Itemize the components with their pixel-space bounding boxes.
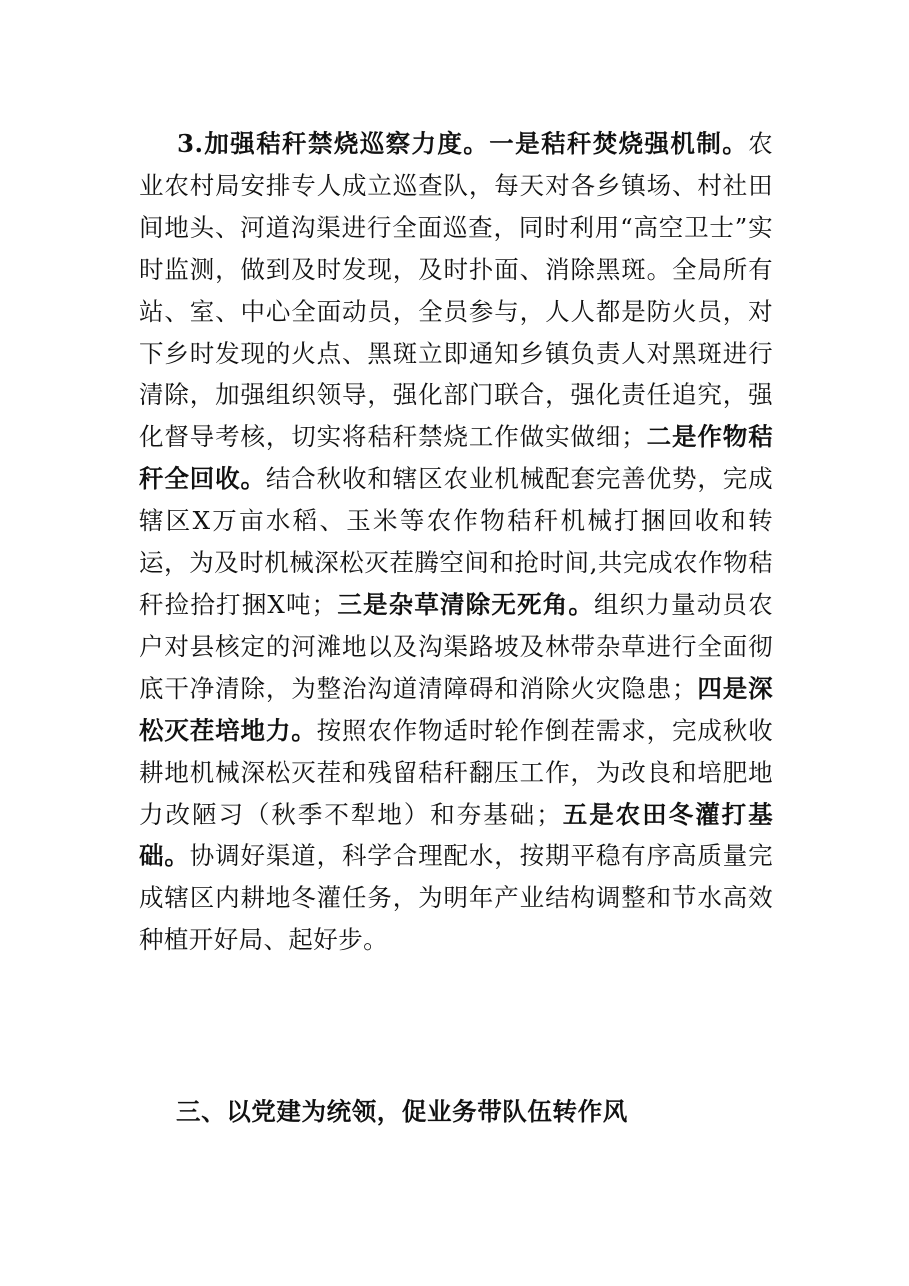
section-heading: 三、以党建为统领，促业务带队伍转作风 [176, 1097, 628, 1126]
item-lead-3: 三是杂草清除无死角。 [336, 589, 595, 619]
item-text-4: 按照农作物适时轮作倒茬需求，完成秋收耕地机械深松灭茬和残留秸秆翻压工作，为改良和培肥地力改陋习（秋季不犁地）和夯基础； [139, 715, 773, 829]
item-text-2: 结合秋收和辖区农业机械配套完善优势，完成辖区X万亩水稻、玉米等农作物秸秆机械打捆回收和转运，为及时机械深松灭茬腾空间和抢时间,共完成农作物秸秆捡拾打捆X吨； [139, 464, 774, 619]
body-paragraph [139, 123, 773, 961]
item-text-1: 农业农村局安排专人成立巡查队，每天对各乡镇场、村社田间地头、河道沟渠进行全面巡查，同时利用“高空卫士”实时监测，做到及时发现，及时扑面、消除黑斑。全局所有站、室、中心全面动员，全员参与，人人都是防火员，对下乡时发现的火点、黑斑立即通知乡镇负责人对黑斑进行清除，加强组织领导，强化部门联合，强化责任追究，强化督导考核，切实将秸秆禁烧工作做实做细； [139, 129, 774, 452]
item-text-3: 组织力量动员农户对县核定的河滩地以及沟渠路坡及林带杂草进行全面彻底干净清除，为整治沟道清障碍和消除火灾隐患； [139, 589, 773, 703]
item-text-5: 协调好渠道，科学合理配水，按期平稳有序高质量完成辖区内耕地冬灌任务，为明年产业结构调整和节水高效种植开好局、起好步。 [139, 841, 773, 955]
paragraph-title: 加强秸秆禁烧巡察力度。 [203, 129, 490, 158]
item-lead-2: 二是作物秸秆全回收。 [139, 422, 774, 494]
item-lead-4: 四是深松灭茬培地力。 [139, 673, 773, 745]
item-lead-5: 五是农田冬灌打基础。 [139, 799, 773, 871]
item-lead-1: 一是秸秆焚烧强机制。 [489, 129, 749, 158]
paragraph-number: 3. [177, 129, 204, 158]
